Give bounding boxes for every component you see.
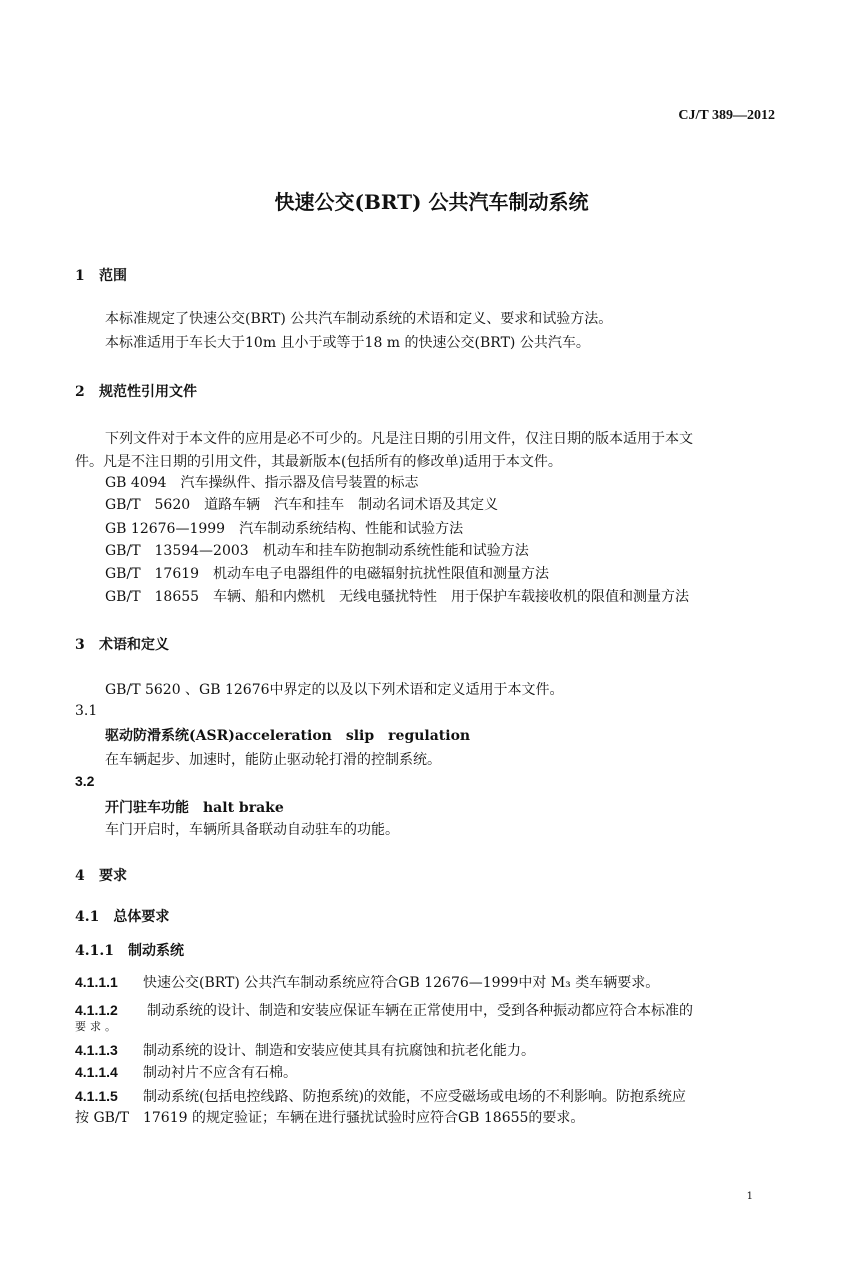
- paragraph: 件。凡是不注日期的引用文件，其最新版本(包括所有的修改单)适用于本文件。: [75, 454, 562, 470]
- paragraph: GB/T 5620 、GB 12676中界定的以及以下列术语和定义适用于本文件。: [105, 682, 564, 698]
- clause-text: 制动系统的设计、制造和安装应保证车辆在正常使用中，受到各种振动都应符合本标准的: [147, 1003, 693, 1019]
- standard-number: CJ/T 389—2012: [678, 108, 775, 123]
- section-3-heading: [75, 634, 169, 654]
- term-number: 3.2: [75, 773, 95, 789]
- term-title: 开门驻车功能 halt brake: [105, 800, 284, 816]
- term-definition: 在车辆起步、加速时，能防止驱动轮打滑的控制系统。: [105, 752, 441, 768]
- subsection-heading: 4.1 总体要求: [75, 909, 170, 925]
- reference-item: GB/T 18655 车辆、船和内燃机 无线电骚扰特性 用于保护车载接收机的限值和测量方法: [105, 589, 690, 605]
- clause-4-1-1-1: [75, 972, 659, 992]
- section-title: 术语和定义: [99, 637, 169, 653]
- paragraph: 本标准规定了快速公交(BRT) 公共汽车制动系统的术语和定义、要求和试验方法。: [105, 311, 613, 327]
- section-title: 范围: [99, 268, 127, 284]
- clause-text: 制动衬片不应含有石棉。: [143, 1065, 297, 1081]
- clause-text: 快速公交(BRT) 公共汽车制动系统应符合GB 12676—1999中对 M₃ 类车辆要求。: [143, 975, 660, 991]
- document-title: 快速公交(BRT) 公共汽车制动系统: [274, 190, 589, 214]
- section-title: 要求: [99, 868, 127, 884]
- section-2-heading: [75, 381, 197, 401]
- reference-item: GB/T 5620 道路车辆 汽车和挂车 制动名词术语及其定义: [105, 497, 499, 513]
- clause-continuation: 要求。: [75, 1020, 120, 1033]
- term-title: 驱动防滑系统(ASR)acceleration slip regulation: [105, 728, 471, 744]
- clause-number: 4.1.1.2: [75, 1002, 118, 1018]
- clause-continuation: 按 GB/T 17619 的规定验证；车辆在进行骚扰试验时应符合GB 18655的要求。: [75, 1110, 585, 1126]
- clause-number: 4.1.1.3: [75, 1042, 118, 1058]
- reference-item: GB/T 17619 机动车电子电器组件的电磁辐射抗扰性限值和测量方法: [105, 566, 550, 582]
- term-definition: 车门开启时，车辆所具备联动自动驻车的功能。: [105, 822, 399, 838]
- reference-item: GB 12676—1999 汽车制动系统结构、性能和试验方法: [105, 521, 464, 537]
- page-number: 1: [746, 1191, 753, 1202]
- clause-4-1-1-4: [75, 1062, 297, 1082]
- section-number: 3: [75, 637, 85, 653]
- paragraph: 下列文件对于本文件的应用是必不可少的。凡是注日期的引用文件，仅注日期的版本适用于本文: [105, 431, 693, 447]
- section-title: 规范性引用文件: [99, 384, 197, 400]
- clause-number: 4.1.1.4: [75, 1064, 118, 1080]
- clause-4-1-1-2: [75, 1000, 693, 1020]
- paragraph: 本标准适用于车长大于10m 且小于或等于18 m 的快速公交(BRT) 公共汽车。: [105, 335, 590, 351]
- clause-4-1-1-3: [75, 1040, 535, 1060]
- section-4-heading: [75, 865, 127, 885]
- term-number: 3.1: [75, 703, 98, 719]
- section-number: 4: [75, 868, 85, 884]
- clause-4-1-1-5: [75, 1086, 686, 1106]
- section-number: 1: [75, 268, 85, 284]
- reference-item: GB 4094 汽车操纵件、指示器及信号装置的标志: [105, 475, 419, 491]
- reference-item: GB/T 13594—2003 机动车和挂车防抱制动系统性能和试验方法: [105, 543, 529, 559]
- clause-number: 4.1.1.5: [75, 1088, 118, 1104]
- clause-number: 4.1.1.1: [75, 974, 118, 990]
- section-1-heading: [75, 265, 127, 285]
- section-number: 2: [75, 384, 85, 400]
- clause-text: 制动系统(包括电控线路、防抱系统)的效能，不应受磁场或电场的不利影响。防抱系统应: [143, 1089, 686, 1105]
- subsection-heading: 4.1.1 制动系统: [75, 943, 184, 959]
- clause-text: 制动系统的设计、制造和安装应使其具有抗腐蚀和抗老化能力。: [143, 1043, 535, 1059]
